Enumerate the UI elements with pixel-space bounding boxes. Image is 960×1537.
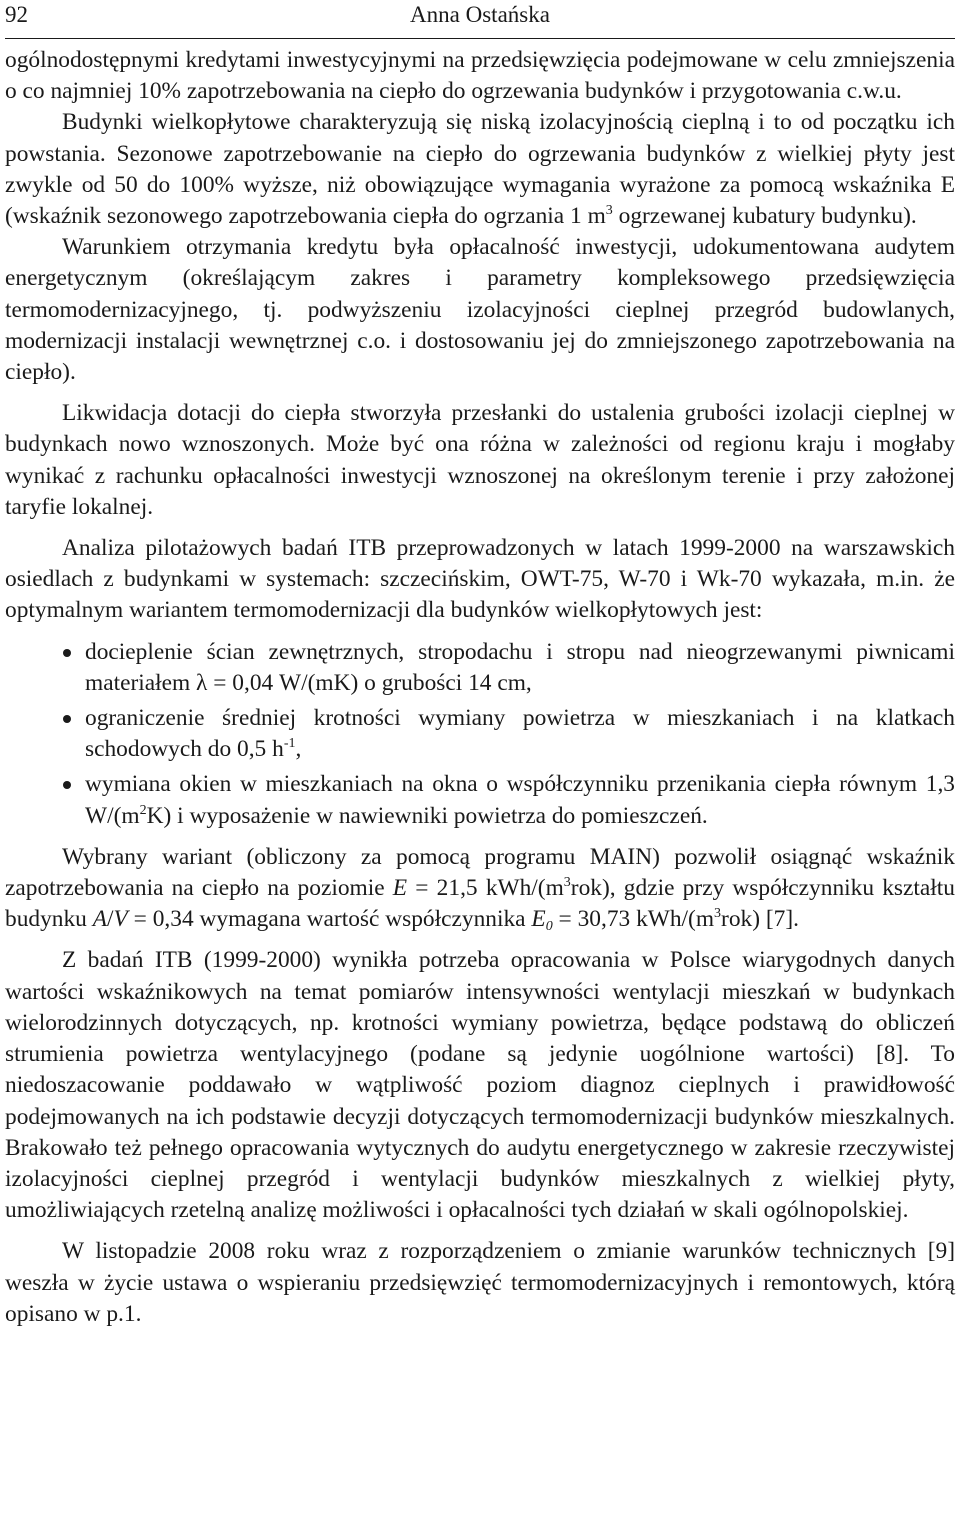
paragraph: ogólnodostępnymi kredytami inwestycyjnymi na przedsięwzięcia podejmowane w celu zmniejszenia o co najmniej 10% zapotrzebowania na ciepło do ogrzewania budynków i przygotowania c.w.u.: [5, 47, 955, 105]
superscript: 2: [139, 802, 147, 818]
paragraph: Z badań ITB (1999-2000) wynikła potrzeba opracowania w Polsce wiarygodnych danych wartości wskaźnikowych na temat pomiarów intensywności wentylacji mieszkań w budynkach wielorodzinnych dotyczących, np. krotności wymiany powietrza, będące podstawą do obliczeń strumienia powietrza wentylacyjnego (podane są jedynie uogólnione wartości) [8]. To niedoszacowanie poddawało w wątpliwość poziom diagnoz cieplnych i prawidłowość podejmowanych na ich podstawie decyzji dotyczących termomodernizacji budynków mieszkalnych. Brakowało też pełnego opracowania wytycznych do audytu energetycznego w zakresie rzeczywistej izolacyjności cieplnej przegród i wentylacji budynków mieszkalnych z wielkiej płyty, umożliwiających rzetelną analizę możliwości i opłacalności tych działań w skali ogólnopolskiej.: [5, 947, 955, 1224]
paragraph-text: Budynki wielkopłytowe charakteryzują się niską izolacyjnością cieplną i to od początku ich powstania. Sezonowe zapotrzebowanie na ciepło do ogrzewania budynków z wielkiej płyty jest zwykle od 50 do 100% wyższe, niż obowiązujące wymagania wyrażone za pomocą wskaźnika E (wskaźnik sezonowego zapotrzebowania ciepła do ogrzania 1 m: [5, 109, 955, 230]
paragraph-text: = 0,34 wymagana wartość współczynnika: [127, 906, 532, 933]
list-item: [5, 703, 955, 765]
paragraph: Analiza pilotażowych badań ITB przeprowadzonych w latach 1999-2000 na warszawskich osiedlach z budynkami w systemach: szczecińskim, OWT-75, W-70 i Wk-70 wykazała, m.in. że optymalnym wariantem termomodernizacji dla budynków wielkopłytowych jest:: [5, 535, 955, 624]
list-item-text: ,: [295, 736, 302, 763]
variable: V: [113, 906, 128, 933]
list-item-text: docieplenie ścian zewnętrznych, stropodachu i stropu nad nieogrzewanymi piwnicami materiałem λ = 0,04 W/(mK) o grubości 14 cm,: [85, 638, 955, 696]
paragraph-text: = 21,5 kWh/(m: [407, 875, 564, 902]
paragraph: [5, 842, 955, 936]
paragraph-text: rok) [7].: [721, 906, 799, 933]
page-number: 92: [5, 2, 28, 27]
paragraph-text: = 30,73 kWh/(m: [552, 906, 715, 933]
running-header: [5, 0, 955, 39]
bullet-list: [5, 637, 955, 832]
superscript: 3: [563, 875, 571, 891]
variable: A: [92, 906, 108, 933]
paragraph: W listopadzie 2008 roku wraz z rozporządzeniem o zmianie warunków technicznych [9] weszła w życie ustawa o wspieraniu przedsięwzięć termomodernizacyjnych i remontowych, którą opisano w p.1.: [5, 1238, 955, 1327]
paragraph: [5, 107, 955, 232]
superscript: -1: [283, 736, 296, 752]
running-head-author: Anna Ostańska: [410, 2, 550, 27]
paragraph-text: ogrzewanej kubatury budynku).: [612, 203, 917, 230]
paragraph-text: Wybrany wariant (obliczony za pomocą programu MAIN) pozwolił osiągnąć wskaźnik zapotrzebowania na ciepło na poziomie: [5, 843, 955, 902]
list-item-text: K) i wyposażenie w nawiewniki powietrza do pomieszczeń.: [146, 802, 708, 829]
paragraph-text: rok), gdzie przy współczynniku kształtu budynku: [5, 875, 955, 933]
body-text: [5, 45, 955, 1330]
paragraph: Likwidacja dotacji do ciepła stworzyła przesłanki do ustalenia grubości izolacji cieplnej w budynkach nowo wznoszonych. Może być ona różna w zależności od regionu kraju i mogłaby wynikać z rachunku opłacalności inwestycji wznoszonej na określonym terenie i przy założonej taryfie lokalnej.: [5, 400, 955, 520]
variable: E: [531, 906, 546, 933]
variable: E: [392, 875, 408, 902]
paragraph: Warunkiem otrzymania kredytu była opłacalność inwestycji, udokumentowana audytem energetycznym (określającym zakres i parametry kompleksowego przedsięwzięcia termomodernizacyjnego, tj. podwyższeniu izolacyjności cieplnej przegród budowlanych, modernizacji instalacji wewnętrznej c.o. i dostosowaniu jej do zmniejszonego zapotrzebowania na ciepło).: [5, 234, 955, 386]
list-item-text: wymiana okien w mieszkaniach na okna o współczynniku przenikania ciepła równym 1,3 W/(m: [85, 771, 955, 829]
list-item: [5, 637, 955, 699]
superscript: 3: [714, 906, 722, 922]
list-item: [5, 769, 955, 831]
subscript: 0: [545, 919, 553, 935]
list-item-text: ograniczenie średniej krotności wymiany powietrza w mieszkaniach i na klatkach schodowych do 0,5 h: [85, 705, 955, 763]
paragraph-text: /: [107, 906, 114, 933]
superscript: 3: [605, 203, 613, 219]
